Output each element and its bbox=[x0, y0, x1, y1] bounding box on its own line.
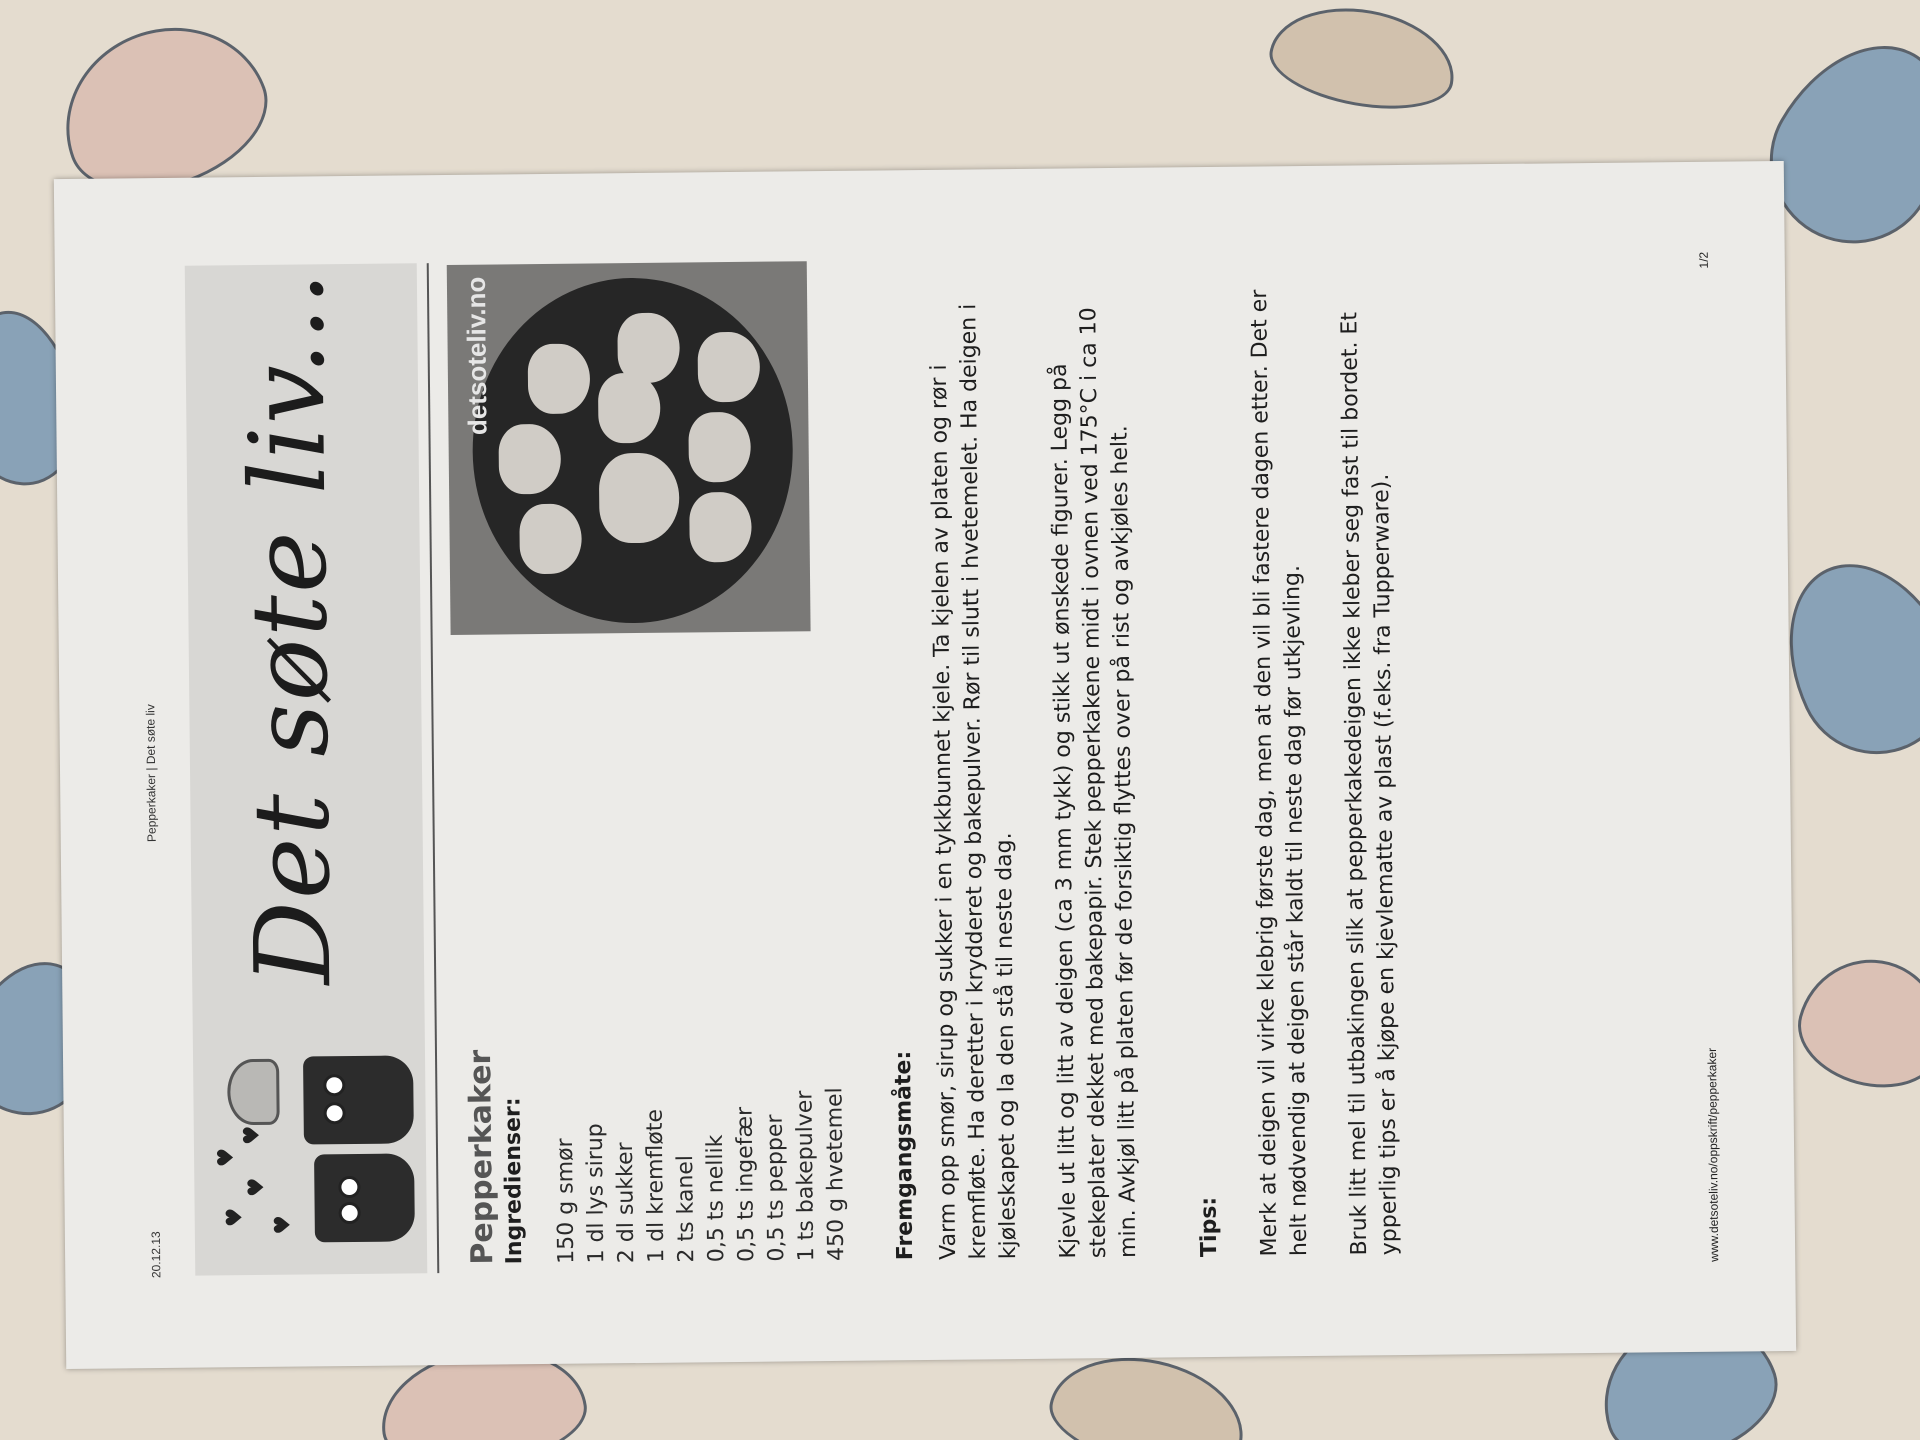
tips-paragraph: Bruk litt mel til utbakingen slik at pepperkakedeigen ikke kleber seg fast til bordet. Et ypperlig tips er å kjøpe en kjevlematte av plast (f.eks. fra Tupperware). bbox=[1337, 311, 1402, 1256]
heart-icon: ♥ bbox=[213, 1147, 240, 1168]
ingredient-item: 1 ts bakepulver bbox=[791, 1090, 819, 1262]
method-paragraph: Varm opp smør, sirup og sukker i en tykkbunnet kjele. Ta kjelen av platen og rør i kremfløte. Ha deretter i krydderet og bakepulver. Rør til slutt i hvetemelet. Ha deigen i kjøleskapet og la den stå til neste dag. bbox=[926, 303, 1022, 1260]
ingredients-list bbox=[546, 661, 852, 1264]
leaf-shape bbox=[1263, 0, 1463, 121]
eye-icon bbox=[323, 1074, 345, 1096]
print-date: 20.12.13 bbox=[148, 1231, 164, 1279]
method-paragraph: Kjevle ut litt og litt av deigen (ca 3 mm tykk) og stikk ut ønskede figurer. Legg på stekeplater dekket med bakepapir. Stek pepperkakene midt i ovnen ved 175°C i ca 10 min. Avkjøl litt på platen før de forsiktig flyttes over på rist og avkjøles helt. bbox=[1046, 307, 1142, 1259]
ingredient-item: 0,5 ts nellik bbox=[702, 1134, 729, 1263]
eye-icon bbox=[339, 1202, 361, 1224]
eye-icon bbox=[338, 1176, 360, 1198]
site-logo-text: Det søte liv... bbox=[224, 269, 355, 986]
heart-icon: ♥ bbox=[222, 1207, 248, 1228]
pot-illustration bbox=[303, 1055, 414, 1144]
cream-swirl-icon bbox=[227, 1059, 280, 1126]
ingredient-item: 2 dl sukker bbox=[612, 1142, 639, 1264]
leaf-shape bbox=[1786, 943, 1920, 1102]
ingredient-item: 0,5 ts pepper bbox=[762, 1114, 789, 1262]
ingredient-item: 1 dl kremfløte bbox=[642, 1108, 669, 1263]
ingredient-item: 150 g smør bbox=[552, 1138, 579, 1264]
page-number: 1/2 bbox=[1696, 251, 1711, 269]
eye-icon bbox=[323, 1102, 345, 1124]
source-url: www.detsoteliv.no/oppskrift/pepperkaker bbox=[1705, 1047, 1722, 1262]
page-footer bbox=[1696, 251, 1722, 1262]
heart-icon: ♥ bbox=[270, 1214, 296, 1235]
ingredient-item: 1 dl lys sirup bbox=[582, 1123, 609, 1264]
recipe-sheet bbox=[54, 161, 1796, 1369]
heart-icon: ♥ bbox=[239, 1125, 265, 1146]
ingredient-item: 2 ts kanel bbox=[672, 1154, 699, 1263]
page-breadcrumb: Pepperkaker | Det søte liv bbox=[143, 704, 159, 843]
method-heading: Fremgangsmåte: bbox=[890, 1050, 918, 1261]
recipe-title: Pepperkaker bbox=[462, 1049, 501, 1265]
site-banner bbox=[185, 263, 428, 1275]
tips-heading: Tips: bbox=[1196, 1196, 1223, 1258]
ingredient-item: 0,5 ts ingefær bbox=[732, 1106, 759, 1263]
recipe-content bbox=[455, 255, 1405, 1265]
page-header bbox=[139, 268, 164, 1279]
pot-illustration bbox=[314, 1153, 415, 1242]
tips-paragraph: Merk at deigen vil virke klebrig første dag, men at den vil bli fastere dagen etter. Det er helt nødvendig at deigen står kaldt til neste dag før utkjevling. bbox=[1246, 289, 1312, 1257]
ingredient-item: 450 g hvetemel bbox=[821, 1087, 849, 1262]
divider bbox=[427, 263, 440, 1273]
ingredients-heading: Ingredienser: bbox=[500, 1097, 528, 1265]
photo-watermark: detsoteliv.no bbox=[460, 276, 493, 436]
heart-icon: ♥ bbox=[244, 1177, 270, 1198]
